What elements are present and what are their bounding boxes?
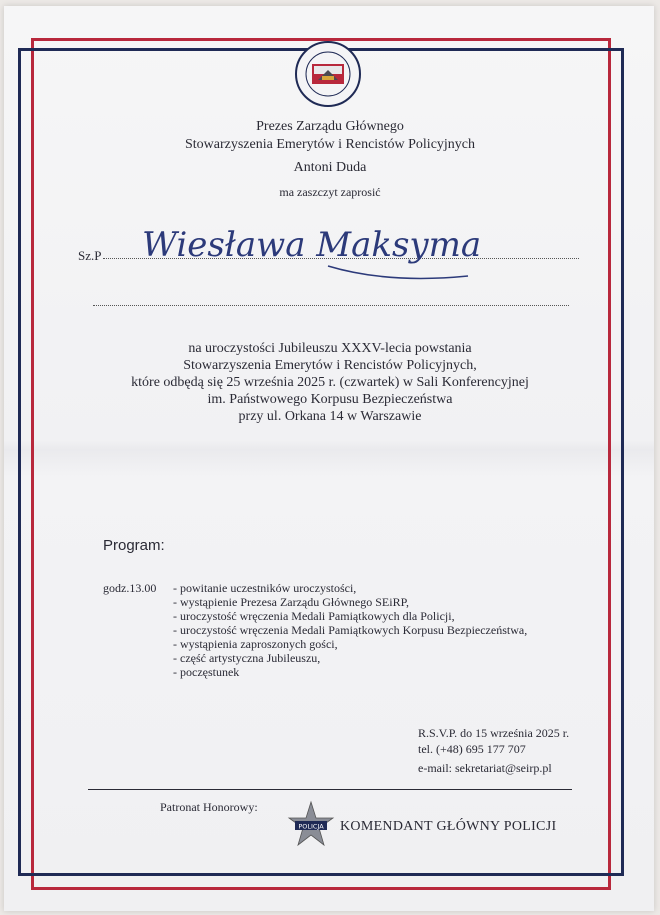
header-line-1: Prezes Zarządu Głównego <box>256 119 404 134</box>
program-item: - powitanie uczestników uroczystości, <box>173 581 357 595</box>
handwritten-name-text: Wiesława Maksyma <box>142 226 482 265</box>
event-line-5: przy ul. Orkana 14 w Warszawie <box>238 409 422 424</box>
recipient-dotted-line-2 <box>93 305 569 306</box>
event-line-4: im. Państwowego Korpusu Bezpieczeństwa <box>207 392 453 407</box>
invite-text: ma zaszczyt zaprosić <box>279 185 381 199</box>
handwritten-recipient-name <box>138 226 518 286</box>
event-line-1: na uroczystości Jubileuszu XXXV-lecia powstania <box>188 341 472 356</box>
event-line-3: które odbędą się 25 września 2025 r. (czwartek) w Sali Konferencyjnej <box>131 375 529 390</box>
program-item: - wystąpienie Prezesa Zarządu Głównego SEiRP, <box>173 595 409 609</box>
program-hour: godz.13.00 <box>103 581 157 595</box>
police-badge-text: POLICJA <box>298 822 324 831</box>
program-item: - uroczystość wręczenia Medali Pamiątkowych dla Policji, <box>173 609 455 623</box>
event-line-2: Stowarzyszenia Emerytów i Rencistów Policyjnych, <box>183 358 477 373</box>
footer-divider <box>88 789 572 790</box>
program-item: - wystąpienia zaproszonych gości, <box>173 637 338 651</box>
rsvp-block <box>418 725 569 776</box>
president-name: Antoni Duda <box>293 160 367 175</box>
recipient-prefix: Sz.P <box>78 248 102 263</box>
program-item: - część artystyczna Jubileuszu, <box>173 651 321 665</box>
program-list <box>173 581 527 679</box>
header-line-2: Stowarzyszenia Emerytów i Rencistów Policyjnych <box>184 137 476 152</box>
program-title: Program: <box>103 537 165 554</box>
rsvp-email: e-mail: sekretariat@seirp.pl <box>418 761 552 775</box>
rsvp-phone: tel. (+48) 695 177 707 <box>418 742 526 756</box>
program-item: - poczęstunek <box>173 665 240 679</box>
program-item: - uroczystość wręczenia Medali Pamiątkowych Korpusu Bezpieczeństwa, <box>173 623 528 637</box>
police-star-icon <box>286 800 336 850</box>
patronat-label: Patronat Honorowy: <box>160 800 258 814</box>
patron-name: KOMENDANT GŁÓWNY POLICJI <box>340 819 557 834</box>
rsvp-deadline: R.S.V.P. do 15 września 2025 r. <box>418 726 570 740</box>
association-emblem-icon <box>294 40 362 108</box>
